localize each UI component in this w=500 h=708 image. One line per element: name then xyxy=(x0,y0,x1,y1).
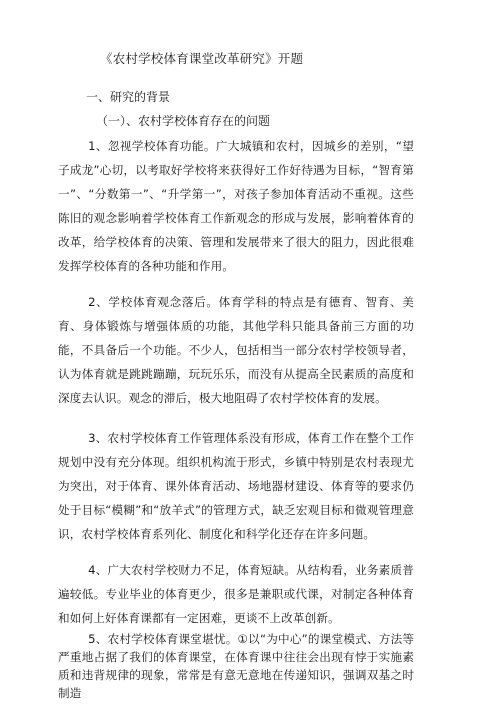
paragraph-2: 2、学校体育观念落后。体育学科的特点是有德育、智育、美育、身体锻炼与增强体质的功能，其他学科只能具备前三方面的功能，不具备后一个功能。不少人，包括相当一部分农村学校领导者，认为体育就是跳跳蹦蹦，玩玩乐乐，而没有从提高全民素质的高度和深度去认识。观念的滞后，极大地阻碍了农村学校体育的发展。 xyxy=(58,295,414,405)
document-title: 《农村学校体育课堂改革研究》开题 xyxy=(100,51,304,66)
paragraph-5: 5、农村学校体育课堂堪忧。①以“为中心”的课堂模式、方法等严重地占据了我们的体育课堂，在体育课中往往会出现有悖于实施素质和违背规律的现象，常常是有意无意地在传递知识，强调双基之时制造 xyxy=(58,632,414,700)
paragraph-3: 3、农村学校体育工作管理体系没有形成，体育工作在整个工作规划中没有充分体现。组织机构流于形式，乡镇中特别是农村表现尤为突出，对于体育、课外体育活动、场地器材建设、体育等的要求仍处于目标“模糊”和“放羊式”的管理方式，缺乏宏观目标和微观管理意识，农村学校体育系列化、制度化和科学化还存在许多问题。 xyxy=(58,431,414,541)
subsection-heading: （一）、农村学校体育存在的问题 xyxy=(96,114,271,128)
section-heading: 一、研究的背景 xyxy=(86,90,171,104)
paragraph-4: 4、广大农村学校财力不足，体育短缺。从结构看，业务素质普遍较低。专业毕业的体育更少，很多是兼职或代课，对制定各种体育和如何上好体育课都有一定困难，更谈不上改革创新。 xyxy=(58,563,414,625)
paragraph-1: 1、忽视学校体育功能。广大城镇和农村，因城乡的差别，“望子成龙”心切，以考取好学校将来获得好工作好待遇为目标，“智育第一”、“分数第一”、“升学第一”，对孩子参加体育活动不重视。这些陈旧的观念影响着学校体育工作新观念的形成与发展，影响着体育的改革，给学校体育的决策、管理和发展带来了很大的阻力，因此很难发挥学校体育的各种功能和作用。 xyxy=(58,139,414,273)
